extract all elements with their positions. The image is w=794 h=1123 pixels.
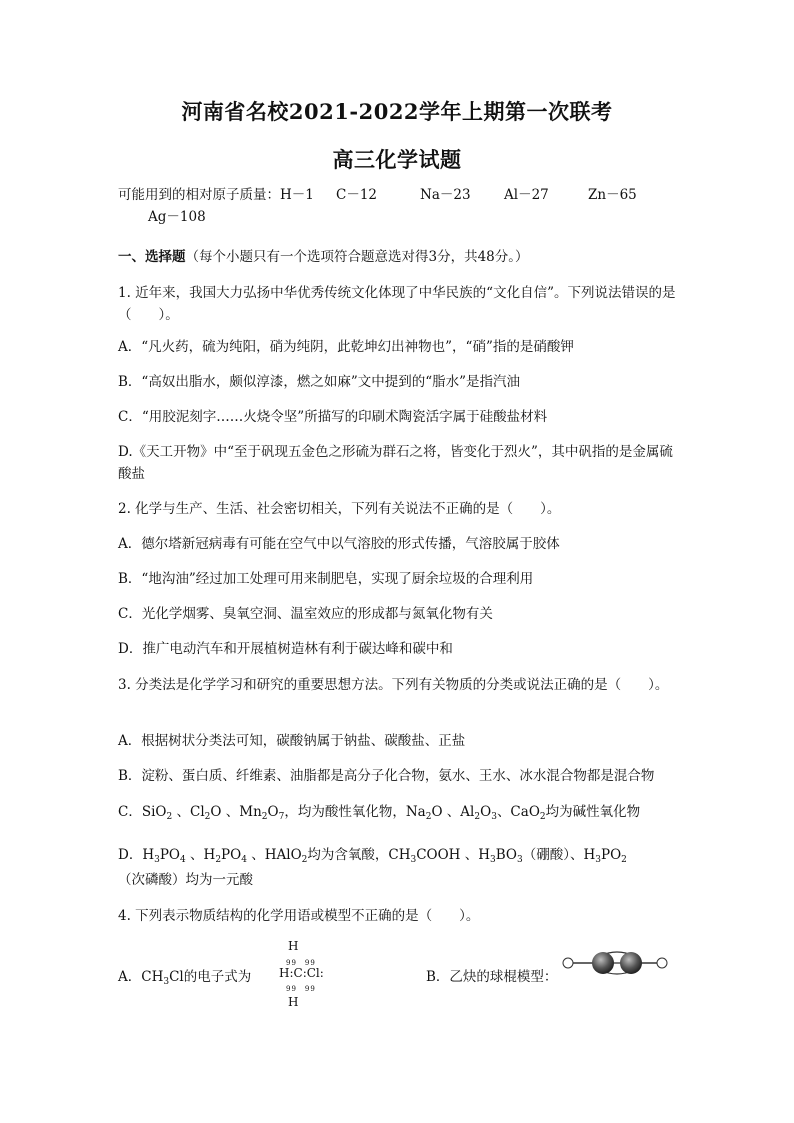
q4-stem: 4. 下列表示物质结构的化学用语或模型不正确的是（ ）。: [118, 908, 480, 924]
section-heading: [118, 246, 678, 268]
exam-subtitle: 高三化学试题: [332, 147, 462, 172]
q4-option-b: B．乙炔的球棍模型：: [426, 969, 558, 985]
q2-stem: 2. 化学与生产、生活、社会密切相关，下列有关说法不正确的是（ ）。: [118, 501, 561, 517]
section-note: （每个小题只有一个选项符合题意选对得3分，共48分。）: [185, 249, 529, 265]
mass-zn: Zn－65: [588, 187, 637, 203]
mass-h: H－1: [280, 187, 314, 203]
q3-option-c: C．SiO$_2$ 、$Cl_2O$ 、$Mn_2O_7$，均为酸性氧化物，$Na_2O$ 、$Al_2O_3$、CaO$_2$均为碱性氧化物: [118, 804, 641, 822]
q3-stem: 3. 分类法是化学学习和研究的重要思想方法。下列有关物质的分类或说法正确的是（ ）。: [118, 677, 669, 693]
q4-option-a: A．$CH_3Cl$的电子式为: [118, 969, 252, 987]
q3-option-d: D．$H_3PO_4$ 、$H_2PO_4$ 、HAlO$_2$均为含氧酸，$CH_3COOH$ 、$H_3BO_3$（硼酸）、$H_3PO_2$: [118, 847, 627, 865]
masses-label: 可能用到的相对原子质量：: [118, 187, 280, 203]
atomic-masses: [118, 184, 678, 206]
mass-c: C－12: [336, 187, 378, 203]
q2-option-a: A．德尔塔新冠病毒有可能在空气中以气溶胶的形式传播，气溶胶属于胶体: [118, 536, 560, 552]
acetylene-ball-stick-model: [560, 946, 670, 980]
q3-option-a: A．根据树状分类法可知，碳酸钠属于钠盐、碳酸盐、正盐: [118, 733, 466, 749]
q1-option-a: A．“凡火药，硫为纯阳，硝为纯阴，此乾坤幻出神物也”，“硝”指的是硝酸钾: [118, 339, 574, 355]
exam-title: 河南省名校2021-2022学年上期第一次联考: [181, 99, 613, 124]
q1-stem: 1. 近年来，我国大力弘扬中华优秀传统文化体现了中华民族的“文化自信”。下列说法错误的是（ ）。: [118, 285, 676, 323]
section-title: 一、选择题: [118, 249, 186, 265]
q1-option-c: C．“用胶泥刻字……火烧令坚”所描写的印刷术陶瓷活字属于硅酸盐材料: [118, 409, 548, 425]
mass-ag: Ag－108: [148, 209, 206, 225]
q2-option-d: D．推广电动汽车和开展植树造林有利于碳达峰和碳中和: [118, 641, 453, 657]
q3-option-b: B．淀粉、蛋白质、纤维素、油脂都是高分子化合物，氨水、王水、冰水混合物都是混合物: [118, 768, 655, 784]
q3-option-d-cont: （次磷酸）均为一元酸: [118, 872, 253, 888]
q1-option-d: D.《天工开物》中“至于矾现五金色之形硫为群石之将，皆变化于烈火”，其中矾指的是金属硫酸盐: [118, 444, 673, 482]
q1-option-b: B．“高奴出脂水，颇似淳漆，燃之如麻”文中提到的“脂水”是指汽油: [118, 374, 521, 390]
mass-na: Na－23: [420, 187, 471, 203]
q2-option-b: B．“地沟油”经过加工处理可用来制肥皂，实现了厨余垃圾的合理利用: [118, 571, 534, 587]
q2-option-c: C．光化学烟雾、臭氧空洞、温室效应的形成都与氮氧化物有关: [118, 606, 493, 622]
exam-page: 河南省名校2021-2022学年上期第一次联考 高三化学试题 可能用到的相对原子质量：H－1 C－12 Na－23 Al－27 Zn－65 Ag－108 一、选择题（每个小题只有一个选项符合题意选对得3分，共48分。） 1. 近年来，我国大力弘扬中华优秀传统文化体现了中华民族的“文化自信”。下列说法错误的是（ ）。 A．“凡火药，硫为纯阳，硝为纯阴，此乾坤幻出神物也”，“硝”指的是硝酸钾 B．“高奴出脂水，颇似淳漆，燃之如麻”文中提到的“脂水”是指汽油 C．“用胶泥刻字……火烧令坚”所描写的印刷术陶瓷活字属于硅酸盐材料 D.《天工开物》中“至于矾现五金色之形硫为群石之将，皆变化于烈火”，其中矾指的是金属硫酸盐 2. 化学与生产、生活、社会密切相关，下列有关说法不正确的是（ ）。 A．德尔塔新冠病毒有可能在空气中以气溶胶的形式传播，气溶胶属于胶体 B．“地沟油”经过加工处理可用来制肥皂，实现了厨余垃圾的合理利用 C．光化学烟雾、臭氧空洞、温室效应的形成都与氮氧化物有关 D．推广电动汽车和开展植树造林有利于碳达峰和碳中和 3. 分类法是化学学习和研究的重要思想方法。下列有关物质的分类或说法正确的是（ ）。 A．根据树状分类法可知，碳酸钠属于钠盐、碳酸盐、正盐 B．淀粉、蛋白质、纤维素、油脂都是高分子化合物，氨水、王水、冰水混合物都是混合物 C．SiO$_2$ 、$Cl_2O$ 、$Mn_2O_7$，均为酸性氧化物，$Na_2O$ 、$Al_2O_3$、CaO$_2$均为碱性氧化物 D．$H_3PO_4$ 、$H_2PO_4$ 、HAlO$_2$均为含氧酸，$CH_3COOH$ 、$H_3BO_3$（硼酸）、$H_3PO_2$ （次磷酸）均为一元酸 4. 下列表示物质结构的化学用语或模型不正确的是（ ）。 A．$CH_3Cl$的电子式为 H H:C:Cl: H 99 99 99 99 B．乙炔的球棍模型：: [0, 0, 794, 1123]
mass-al: Al－27: [504, 187, 549, 203]
